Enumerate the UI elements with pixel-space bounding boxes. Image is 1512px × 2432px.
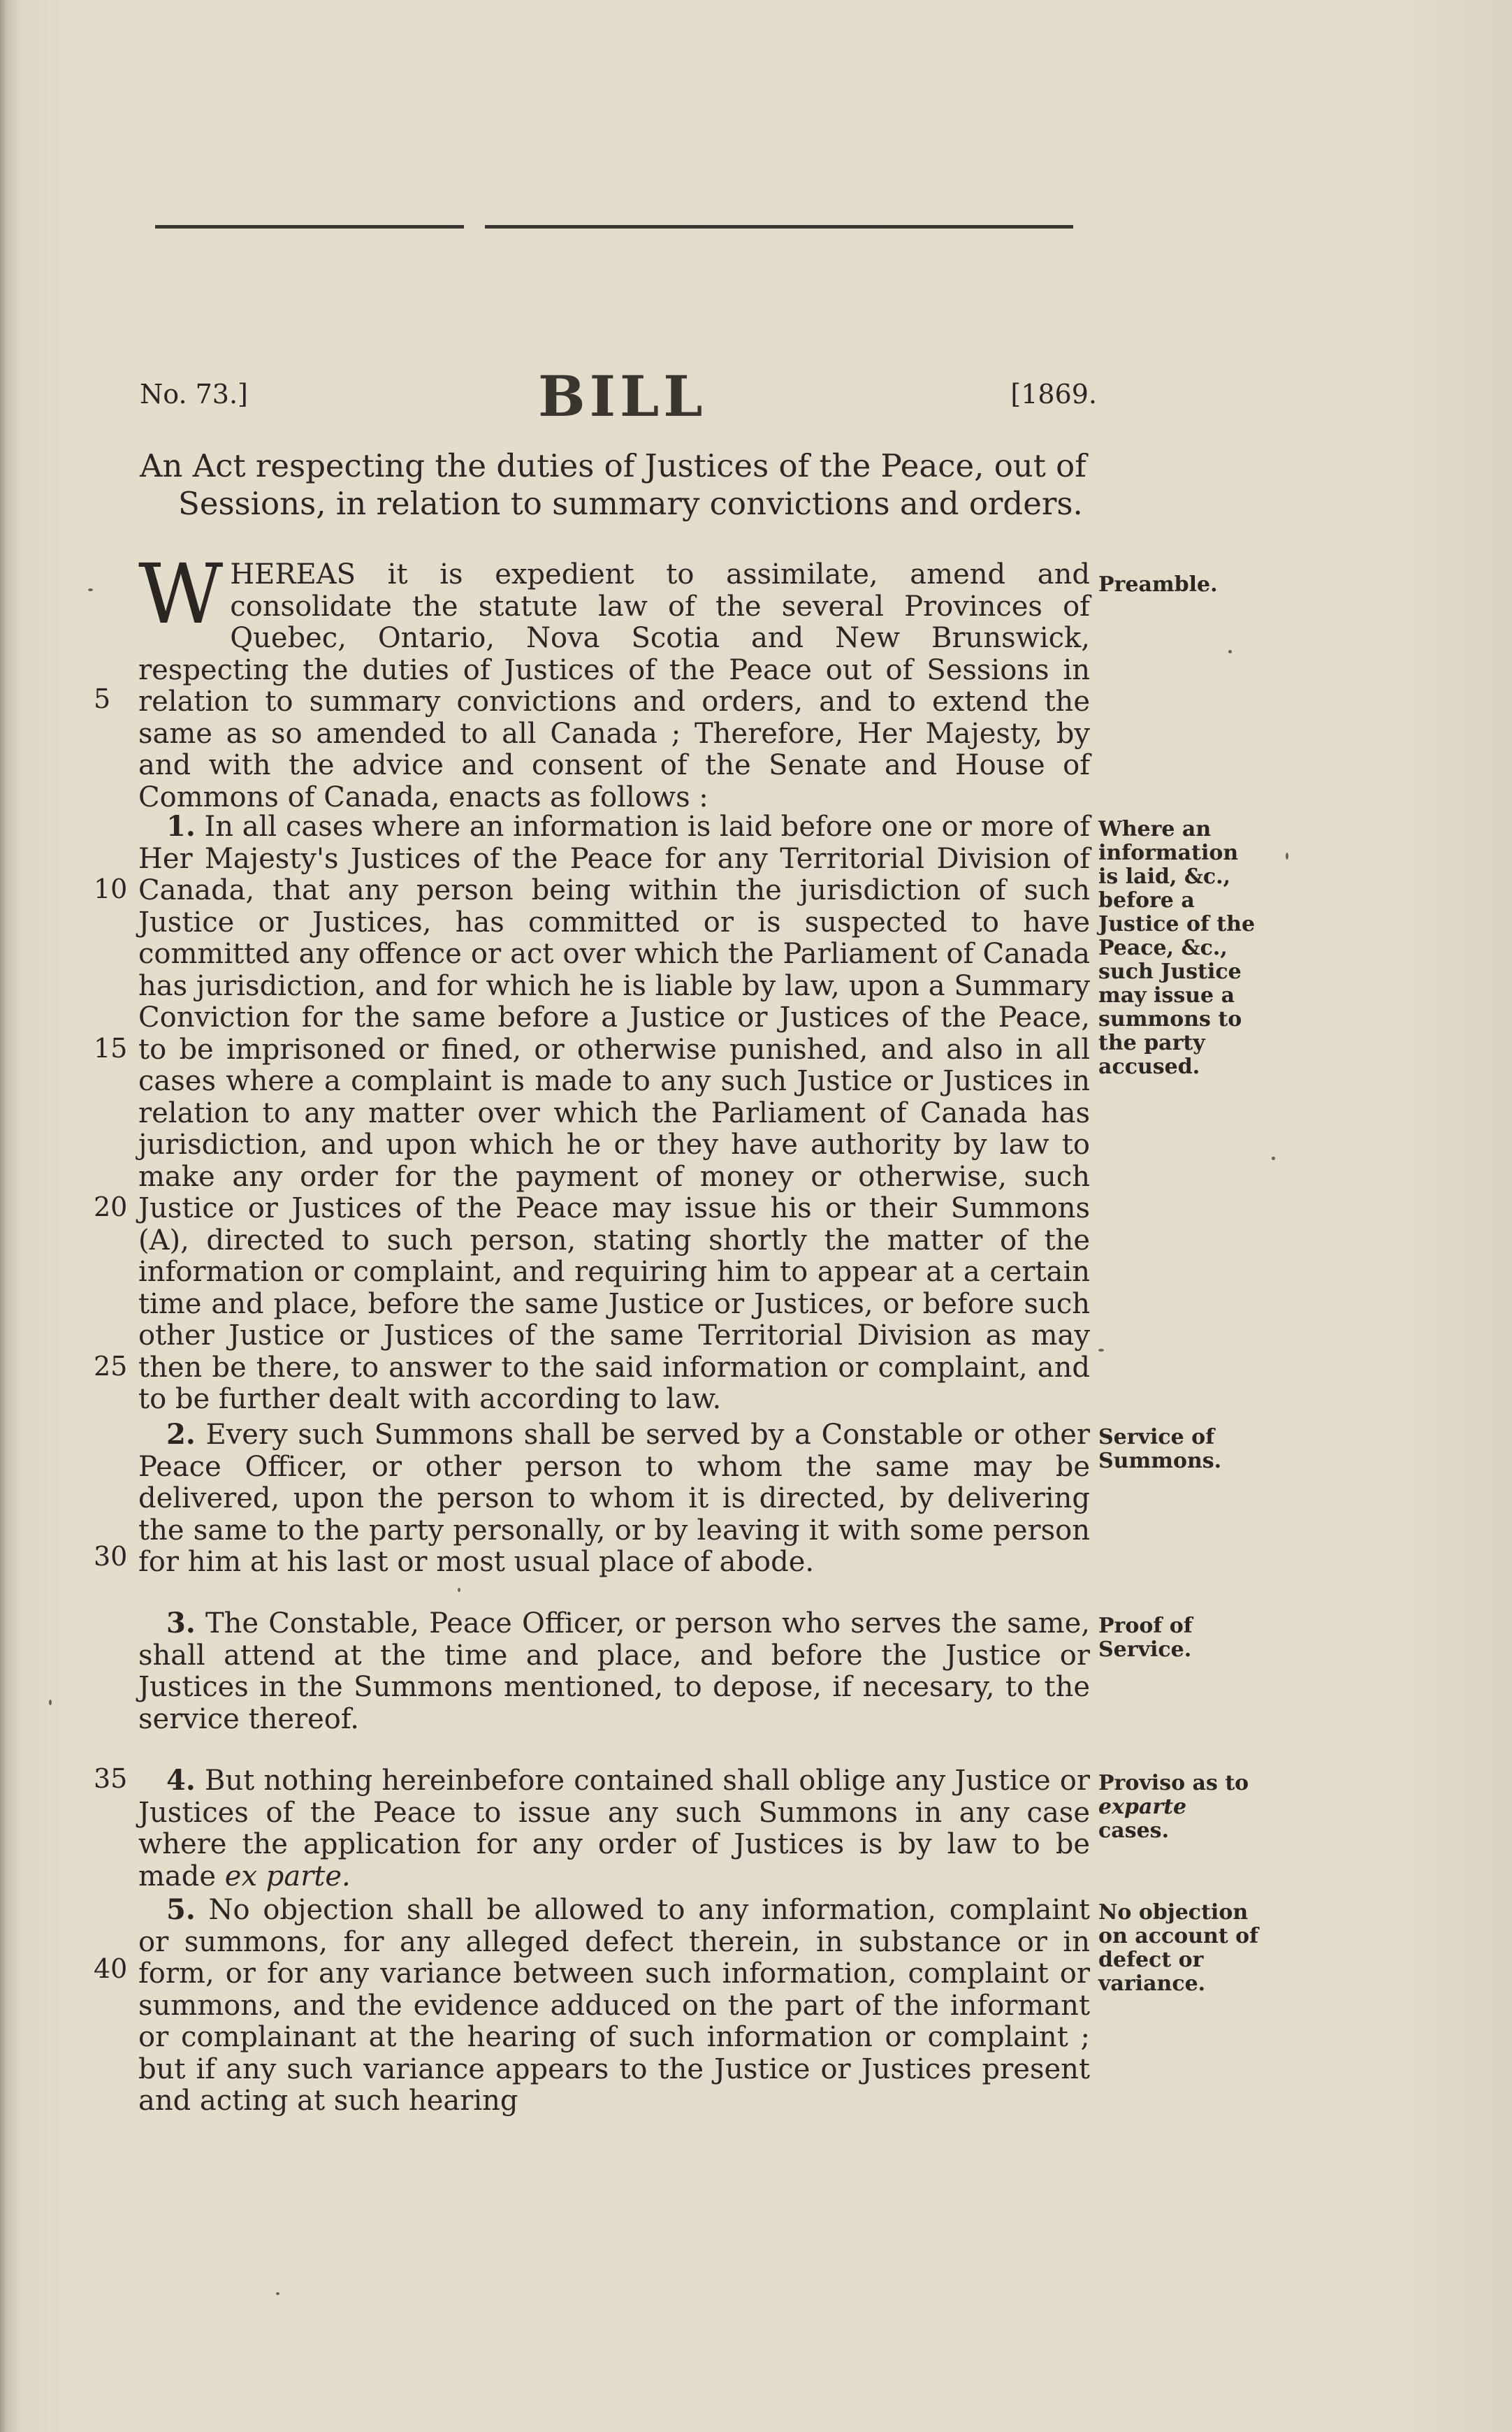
paper-speck [88,588,93,591]
section-number: 2. [166,1418,196,1451]
section-text: Every such Summons shall be served by a Constable or other Peace Officer, or other person to whom the same may be delivered, upon the person to whom it is directed, by delivering the same to the party personally, or by leaving it with some person for him at his last or most usual place of abode. [138,1419,1090,1578]
margin-note-italic: exparte [1098,1795,1187,1819]
paper-speck [458,1588,460,1592]
section-number: 5. [166,1893,196,1926]
margin-note-section-1: Where an information is laid, &c., before a Justice of the Peace, &c., such Justice may issue a summons to the party accused. [1098,817,1256,1079]
paper-speck [1272,1157,1275,1160]
line-number: 35 [94,1763,128,1794]
line-number: 30 [94,1541,128,1572]
line-number: 40 [94,1953,128,1984]
section-number: 3. [166,1607,196,1640]
margin-note-section-2: Service of Summons. [1098,1425,1222,1473]
section-2 [138,1419,1090,1579]
top-rule-left [155,225,464,229]
paper-speck [276,2292,279,2295]
line-number: 5 [94,683,111,714]
margin-note-section-5: No objection on account of defect or variance. [1098,1900,1259,1996]
paper-speck [1228,650,1232,653]
paper-speck [1098,1349,1104,1352]
preamble [138,546,1090,813]
bill-header [140,363,1097,429]
margin-note-text: Proviso as to [1098,1771,1249,1795]
section-text: But nothing hereinbefore contained shall oblige any Justice or Justices of the Peace to issue any such Summons in any case where the application for any order of Justices is by law to be made [138,1765,1090,1892]
line-number: 20 [94,1192,128,1222]
dropcap: W [138,546,224,642]
section-text-italic: ex parte. [224,1860,351,1892]
bill-title: BILL [538,363,707,429]
act-title-line-1: An Act respecting the duties of Justices of the Peace, out of [140,447,1086,484]
section-text: No objection shall be allowed to any information, complaint or summons, for any alleged defect therein, in substance or in form, or for any variance between such information, complaint or summons, and the evidence adduced on the part of the informant or complainant at the hearing of such information or complaint ; but if any such variance appears to the Justice or Justices present and acting at such hearing [138,1894,1091,2117]
line-number: 15 [94,1033,128,1064]
section-5 [138,1894,1090,2118]
act-title-line-2: Sessions, in relation to summary convictions and orders. [178,485,1083,522]
margin-note-preamble: Preamble. [1098,572,1218,597]
margin-note-section-3: Proof of Service. [1098,1614,1193,1662]
top-rule-right [485,225,1073,229]
section-4 [138,1765,1090,1892]
section-number: 4. [166,1764,196,1797]
preamble-text: HEREAS it is expedient to assimilate, amend and consolidate the statute law of the several Provinces of Quebec, Ontario, Nova Scotia and New Brunswick, respecting the duties of Justices of the Peace out of Sessions in relation to summary convictions and orders, and to extend the same as so amended to all Canada ; Therefore, Her Majesty, by and with the advice and consent of the Senate and House of Commons of Canada, enacts as follows : [138,558,1090,813]
paper-speck [49,1700,52,1705]
line-number: 25 [94,1351,128,1382]
line-number: 10 [94,874,128,904]
act-title [140,447,1097,523]
paper-speck [1286,853,1288,860]
margin-note-section-4 [1098,1772,1259,1843]
section-text: In all cases where an information is laid before one or more of Her Majesty's Justices of the Peace for any Territorial Division of Canada, that any person being within the jurisdiction of such Justice or Justices, has committed or is suspected to have committed any offence or act over which the Parliament of Canada has jurisdiction, and for which he is liable by law, upon a Summary Conviction for the same before a Justice or Justices of the Peace, to be imprisoned or fined, or otherwise punished, and also in all cases where a complaint is made to any such Justice or Justices in relation to any matter over which the Parliament of Canada has jurisdiction, and upon which he or they have authority by law to make any order for the payment of money or otherwise, such Justice or Justices of the Peace may issue his or their Summons (A), directed to such person, stating shortly the matter of the information or complaint, and requiring him to appear at a certain time and place, before the same Justice or Justices, or before such other Justice or Justices of the same Territorial Division as may then be there, to answer to the said information or complaint, and to be further dealt with according to law. [138,811,1091,1415]
margin-note-end: cases. [1098,1818,1170,1843]
section-number: 1. [166,810,196,843]
section-1 [138,811,1090,1416]
section-3 [138,1607,1090,1735]
bill-number: No. 73.] [140,379,248,410]
section-text: The Constable, Peace Officer, or person who serves the same, shall attend at the time and place, and before the Justice or Justices in the Summons mentioned, to depose, if necesary, to the service thereof. [138,1607,1090,1735]
bill-year: [1869. [1010,379,1097,410]
